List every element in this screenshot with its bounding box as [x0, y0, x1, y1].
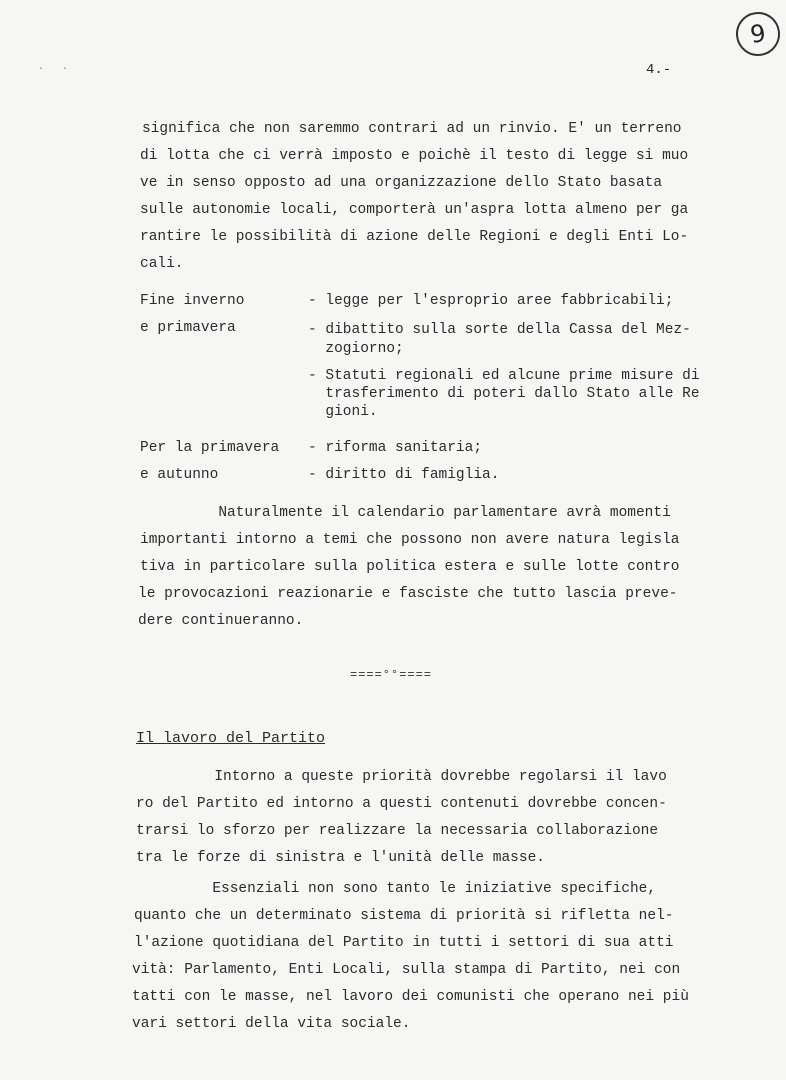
schedule-item: zogiorno; — [308, 341, 404, 357]
page-number: 4.- — [646, 62, 672, 78]
para4-line: l'azione quotidiana del Partito in tutti i settori di sua atti — [134, 935, 674, 951]
schedule-item: - legge per l'esproprio aree fabbricabili; — [308, 293, 674, 309]
para2-line: le provocazioni reazionarie e fasciste che tutto lascia preve- — [138, 586, 678, 602]
para4-line: quanto che un determinato sistema di priorità si rifletta nel- — [134, 908, 674, 924]
para4-line: vità: Parlamento, Enti Locali, sulla stampa di Partito, nei con — [132, 962, 681, 978]
para4-line: vari settori della vita sociale. — [132, 1016, 411, 1032]
section-separator: ====°°==== — [350, 668, 433, 682]
schedule-item: - diritto di famiglia. — [308, 467, 500, 483]
schedule-period-label: Per la primavera — [140, 440, 280, 456]
schedule-item: trasferimento di poteri dallo Stato alle Re — [308, 386, 700, 402]
para2-line: Naturalmente il calendario parlamentare avrà momenti — [140, 505, 671, 521]
para4-line: tatti con le masse, nel lavoro dei comunisti che operano nei più — [132, 989, 689, 1005]
para1-line: sulle autonomie locali, comporterà un'aspra lotta almeno per ga — [140, 202, 689, 218]
schedule-item: - Statuti regionali ed alcune prime misure di — [308, 368, 700, 384]
para3-line: Intorno a queste priorità dovrebbe regolarsi il lavo — [136, 769, 667, 785]
para1-line: ve in senso opposto ad una organizzazione dello Stato basata — [140, 175, 663, 191]
margin-marks: · · — [38, 64, 75, 75]
para1-line: cali. — [140, 256, 184, 272]
schedule-period-label: Fine inverno — [140, 293, 245, 309]
para3-line: trarsi lo sforzo per realizzare la necessaria collaborazione — [136, 823, 659, 839]
para3-line: ro del Partito ed intorno a questi contenuti dovrebbe concen- — [136, 796, 667, 812]
schedule-item: gioni. — [308, 404, 378, 420]
schedule-item: - riforma sanitaria; — [308, 440, 483, 456]
para2-line: dere continueranno. — [138, 613, 304, 629]
para3-line: tra le forze di sinistra e l'unità delle masse. — [136, 850, 545, 866]
section-heading: Il lavoro del Partito — [136, 730, 326, 747]
para1-line: rantire le possibilità di azione delle Regioni e degli Enti Lo- — [140, 229, 689, 245]
para1-line: di lotta che ci verrà imposto e poichè il testo di legge si muo — [140, 148, 689, 164]
schedule-period-label: e primavera — [140, 320, 236, 336]
schedule-item: - dibattito sulla sorte della Cassa del Mez- — [308, 322, 691, 338]
para4-line: Essenziali non sono tanto le iniziative specifiche, — [134, 881, 657, 897]
para1-line: significa che non saremmo contrari ad un rinvio. E' un terreno — [142, 121, 682, 137]
para2-line: tiva in particolare sulla politica estera e sulle lotte contro — [140, 559, 680, 575]
circled-page-number: 9 — [733, 9, 783, 59]
para2-line: importanti intorno a temi che possono non avere natura legisla — [140, 532, 680, 548]
schedule-period-label: e autunno — [140, 467, 219, 483]
